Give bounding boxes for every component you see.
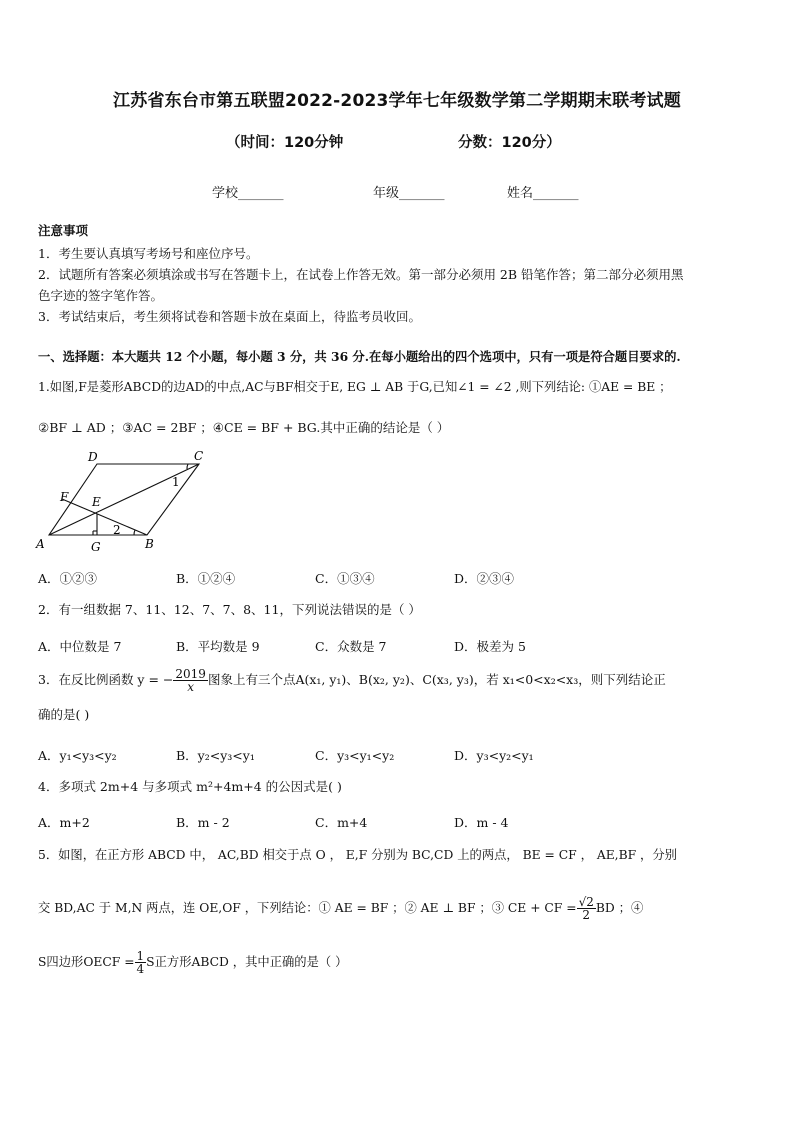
label-a: A xyxy=(36,537,45,551)
q3-fraction: $\frac{2019}{x}$ xyxy=(175,666,206,694)
q1-option-d[interactable]: D．②③④ xyxy=(454,571,515,586)
question-4-stem: 4．多项式 2m+4 与多项式 m²+4m+4 的公因式是( ) xyxy=(38,779,342,794)
q5-line3-suffix: S正方形ABCD ，其中正确的是（ ） xyxy=(146,954,348,969)
question-3-line1 xyxy=(38,659,666,701)
notice-item: 色字迹的签字笔作答。 xyxy=(38,288,164,303)
label-angle-1: 1 xyxy=(172,475,180,489)
angle-1-arc xyxy=(187,464,188,469)
question-5-line1: 5．如图，在正方形 ABCD 中， AC,BD 相交于点 O ， E,F 分别为 BC,CD 上的两点， BE = CF ， AE,BF ，分别 xyxy=(38,848,677,862)
q3-option-a[interactable]: A．y₁<y₃<y₂ xyxy=(38,748,117,763)
label-c: C xyxy=(194,449,204,463)
q5-fraction-sqrt2: $\frac{√2}{2}$ xyxy=(578,894,594,922)
question-2-stem: 2．有一组数据 7、11、12、7、7、8、11，下列说法错误的是（ ） xyxy=(38,602,421,617)
question-5-line2 xyxy=(38,886,643,930)
segment-bf xyxy=(62,499,147,535)
q4-option-b[interactable]: B．m - 2 xyxy=(176,815,230,830)
q3-suffix: 图象上有三个点A(x₁, y₁)、B(x₂, y₂)、C(x₃, y₃)，若 x₁<0<x₂<x₃，则下列结论正 xyxy=(207,671,666,687)
notice-heading: 注意事项 xyxy=(38,223,89,238)
exam-score: 分数：120分） xyxy=(458,135,561,151)
label-angle-2: 2 xyxy=(113,523,121,537)
q2-option-c[interactable]: C．众数是 7 xyxy=(315,639,387,654)
q4-option-c[interactable]: C．m+4 xyxy=(315,815,368,830)
q4-option-d[interactable]: D．m - 4 xyxy=(454,815,509,830)
q1-option-b[interactable]: B．①②④ xyxy=(176,571,236,586)
q3-option-d[interactable]: D．y₃<y₂<y₁ xyxy=(454,748,534,763)
label-d: D xyxy=(88,450,98,464)
name-field: 姓名_______ xyxy=(507,186,579,201)
angle-2-arc xyxy=(134,530,135,535)
question-3-line2: 确的是( ) xyxy=(38,707,90,722)
notice-item: 3．考试结束后，考生须将试卷和答题卡放在桌面上，待监考员收回。 xyxy=(38,309,421,324)
label-f: F xyxy=(60,490,69,504)
label-b: B xyxy=(145,537,154,551)
grade-field: 年级_______ xyxy=(373,186,445,201)
question-5-line3 xyxy=(38,940,347,984)
q5-line3-prefix: S四边形OECF = xyxy=(38,954,135,969)
q2-option-b[interactable]: B．平均数是 9 xyxy=(176,639,260,654)
page-title: 江苏省东台市第五联盟2022-2023学年七年级数学第二学期期末联考试题 xyxy=(113,91,681,111)
question-1-line1: 1.如图,F是菱形ABCD的边AD的中点,AC与BF相交于E, EG ⊥ AB 于G,已知∠1 = ∠2 ,则下列结论: ①AE = BE ； xyxy=(38,380,672,394)
section-heading: 一、选择题：本大题共 12 个小题，每小题 3 分，共 36 分.在每小题给出的四个选项中，只有一项是符合题目要求的. xyxy=(38,349,681,364)
q3-option-b[interactable]: B．y₂<y₃<y₁ xyxy=(176,748,255,763)
q2-option-d[interactable]: D．极差为 5 xyxy=(454,639,526,654)
q5-line2-suffix: BD ；④ xyxy=(595,900,644,915)
exam-time: （时间：120分钟 xyxy=(226,135,344,151)
q4-option-a[interactable]: A．m+2 xyxy=(38,815,90,830)
q2-option-a[interactable]: A．中位数是 7 xyxy=(38,639,122,654)
label-g: G xyxy=(91,540,101,554)
q3-prefix: 3．在反比例函数 y = − xyxy=(38,671,174,687)
q5-line2-prefix: 交 BD,AC 于 M,N 两点，连 OE,OF ，下列结论：① AE = BF ；② AE ⊥ BF ；③ CE + CF = xyxy=(38,900,577,915)
q1-option-a[interactable]: A．①②③ xyxy=(38,571,98,586)
notice-item: 1．考生要认真填写考场号和座位序号。 xyxy=(38,246,259,261)
notice-item: 2．试题所有答案必须填涂或书写在答题卡上，在试卷上作答无效。第一部分必须用 2B 铅笔作答；第二部分必须用黑 xyxy=(38,267,684,282)
label-e: E xyxy=(92,495,101,509)
question-1-line2: ②BF ⊥ AD ；③AC = 2BF ；④CE = BF + BG.其中正确的结论是（ ） xyxy=(38,420,450,435)
rhombus-figure xyxy=(34,447,214,557)
school-field: 学校_______ xyxy=(212,186,284,201)
q5-fraction-quarter: $\frac{1}{4}$ xyxy=(136,948,145,976)
q3-option-c[interactable]: C．y₃<y₁<y₂ xyxy=(315,748,395,763)
q1-option-c[interactable]: C．①③④ xyxy=(315,571,375,586)
